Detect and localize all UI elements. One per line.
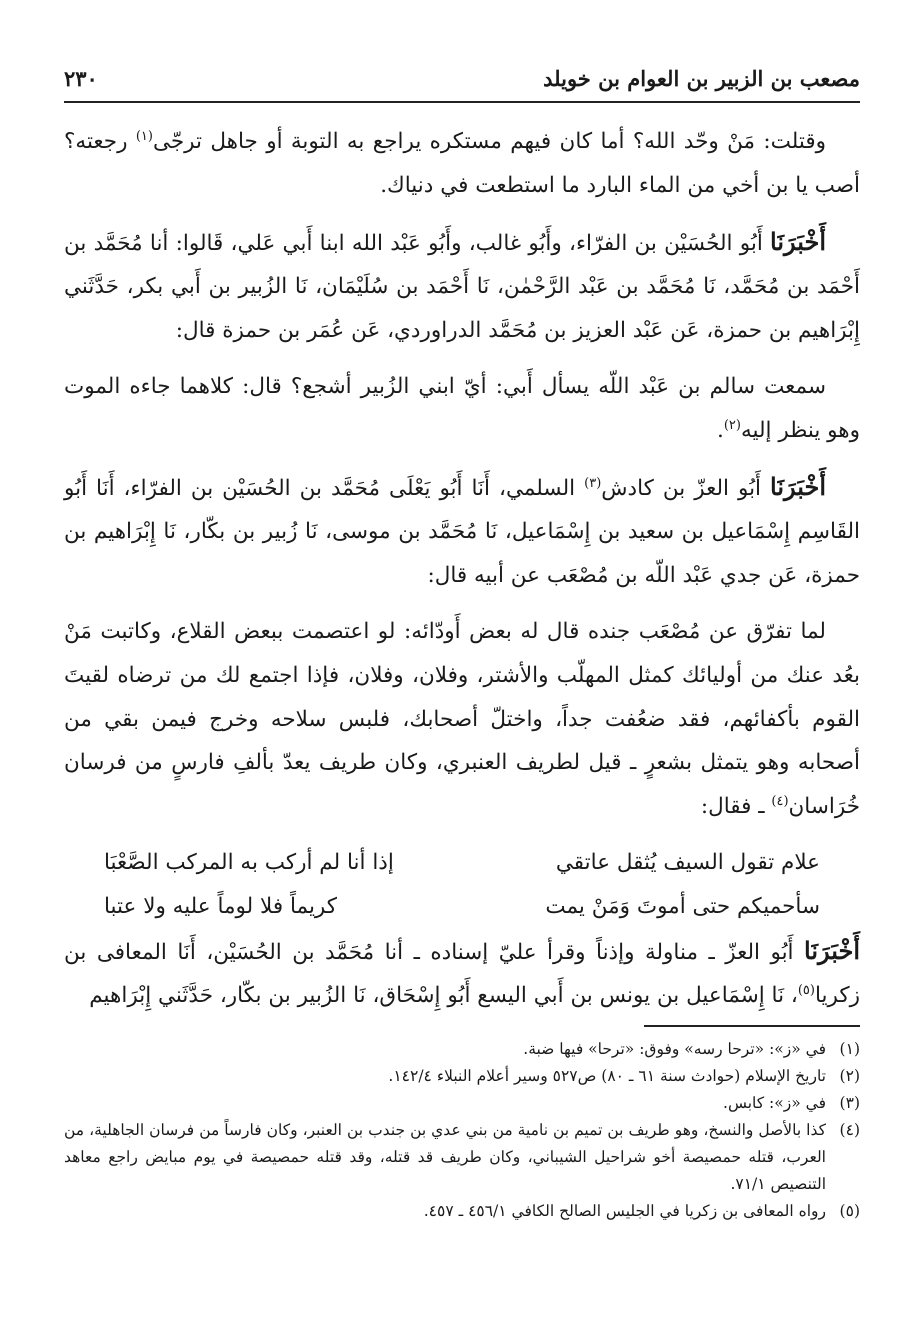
verse-first-hemistich: سأحميكم حتى أموتَ وَمَنْ يمت bbox=[545, 893, 820, 919]
footnote-ref: (٥) bbox=[797, 983, 815, 999]
paragraph: سمعت سالم بن عَبْد اللّه يسأل أَبي: أيّ ابني الزُبير أشجع؟ قال: كلاهما جاءه الموت وهو ينظر إليه$^{(٢)}$. bbox=[64, 373, 860, 443]
footnote bbox=[64, 1117, 860, 1198]
verse-first-hemistich: علام تقول السيف يُثقل عاتقي bbox=[555, 849, 820, 875]
footnote-number: (٥) bbox=[839, 1202, 860, 1220]
footnote-number: (٣) bbox=[839, 1094, 860, 1112]
footnote-ref: (٤) bbox=[771, 794, 789, 809]
paragraph: لما تفرّق عن مُصْعَب جنده قال له بعض أَودّائه: لو اعتصمت ببعض القلاع، وكاتبت مَنْ بعُد عنك من أوليائك كمثل المهلّب والأشتر، وفلان، وفلان، فإذا اجتمع لك من ترضاه لقيتَ القوم بأكفائهم، فقد ضعُفت جداً، واختلّ أصحابك، فلبس سلاحه وخرج فيمن بقي من أصحابه وهو يتمثل بشعرٍ ـ قيل لطريف العنبري، وكان طريف يعدّ بألفِ فارسٍ من فرسان خُرَاسان$^{(٤)}$ ـ فقال: bbox=[64, 618, 860, 820]
footnote bbox=[64, 1090, 860, 1117]
footnote-text: في «ز»: كابس. bbox=[723, 1094, 826, 1112]
header-rule bbox=[64, 101, 860, 103]
page-header bbox=[64, 58, 860, 98]
footnote-number: (١) bbox=[839, 1040, 860, 1058]
narration-lead: أَخْبَرَنَا bbox=[770, 471, 827, 501]
footnote-text: رواه المعافى بن زكريا في الجليس الصالح الكافي ٤٥٦/١ ـ ٤٥٧. bbox=[423, 1202, 826, 1220]
footnote bbox=[64, 1198, 860, 1225]
paragraph: أَخْبَرَنَا أَبُو العزّ بن كادش$^{(٣)}$ السلمي، أَنَا أَبُو يَعْلَى مُحَمَّد بن الحُسَيْن بن الفرّاء، أَنَا أَبُو القَاسِم إِسْمَاعيل بن سعيد بن إِسْمَاعيل، نَا مُحَمَّد بن موسى، نَا زُبير بن بكّار، نَا إِبْرَاهيم بن حمزة، عَن جدي عَبْد اللّه بن مُصْعَب عن أبيه قال: bbox=[64, 471, 860, 589]
running-title: مصعب بن الزبير بن العوام بن خويلد bbox=[543, 65, 860, 91]
footnote-number: (٤) bbox=[839, 1121, 860, 1139]
main-text bbox=[64, 120, 860, 1030]
paragraph: أَخْبَرَنَا أَبُو الحُسَيْن بن الفرّاء، وأَبُو غالب، وأَبُو عَبْد الله ابنا أَبي عَلي، قَالوا: أنا مُحَمَّد بن أَحْمَد بن مُحَمَّد، نَا مُحَمَّد بن عَبْد الرَّحْمٰن، نَا أَحْمَد بن سُلَيْمَان، نَا الزُبير بن أَبي بكر، حَدَّثَني إِبْرَاهيم بن حمزة، عَن عَبْد العزيز بن مُحَمَّد الدراوردي، عَن عُمَر بن حمزة قال: bbox=[64, 226, 860, 344]
footnote-text: تاريخ الإسلام (حوادث سنة ٦١ ـ ٨٠) ص٥٢٧ وسير أعلام النبلاء ١٤٢/٤. bbox=[388, 1067, 826, 1085]
narration-lead: أَخْبَرَنَا bbox=[804, 935, 860, 965]
footnote-ref: (٢) bbox=[723, 417, 741, 433]
verse-second-hemistich: إذا أنا لم أركب به المركب الصَّعْبَا bbox=[104, 849, 394, 875]
poem-verse bbox=[64, 841, 860, 885]
paragraph: أَخْبَرَنَا أَبُو العزّ ـ مناولة وإذناً وقرأ عليّ إسناده ـ أنا مُحَمَّد بن الحُسَيْن، أَنَا المعافى بن زكريا$^{(٥)}$، نَا إِسْمَاعيل بن يونس بن أَبي اليسع أَبُو إِسْحَاق، نَا الزُبير بن بكّار، حَدَّثَني إِبْرَاهيم bbox=[64, 935, 860, 1009]
footnote-text: في «ز»: «ترحا رسه» وفوق: «ترحا» فيها ضبة. bbox=[523, 1040, 826, 1058]
footnote bbox=[64, 1063, 860, 1090]
footnote-ref: (٣) bbox=[584, 475, 602, 491]
footnote-text: كذا بالأصل والنسخ، وهو طريف بن تميم بن نامية من بني عدي بن جندب بن العنبر، وكان فارساً من فرسان الجاهلية، من العرب، قتله حمصيصة أخو شراحيل الشيباني، وكان طريف قد قتله، وقد قتله حمصيصة في يوم مبايض راجع معاهد التنصيص ٧١/١. bbox=[64, 1121, 826, 1193]
verse-second-hemistich: كريماً فلا لوماً عليه ولا عتبا bbox=[104, 893, 338, 919]
paragraph: وقتلت: مَنْ وحّد الله؟ أما كان فيهم مستكره يراجع به التوبة أو جاهل ترجّى$^{(١)}$ رجعته؟ أصب يا بن أخي من الماء البارد ما استطعت في دنياك. bbox=[64, 128, 860, 198]
poem-verse bbox=[64, 885, 860, 929]
page-number: ٢٣٠ bbox=[64, 65, 98, 91]
footnote bbox=[64, 1036, 860, 1063]
footnote-ref: (١) bbox=[135, 128, 153, 144]
footnote-number: (٢) bbox=[839, 1067, 860, 1085]
narration-lead: أَخْبَرَنَا bbox=[770, 226, 826, 256]
footnotes bbox=[64, 1036, 860, 1225]
footnote-rule bbox=[644, 1025, 860, 1027]
